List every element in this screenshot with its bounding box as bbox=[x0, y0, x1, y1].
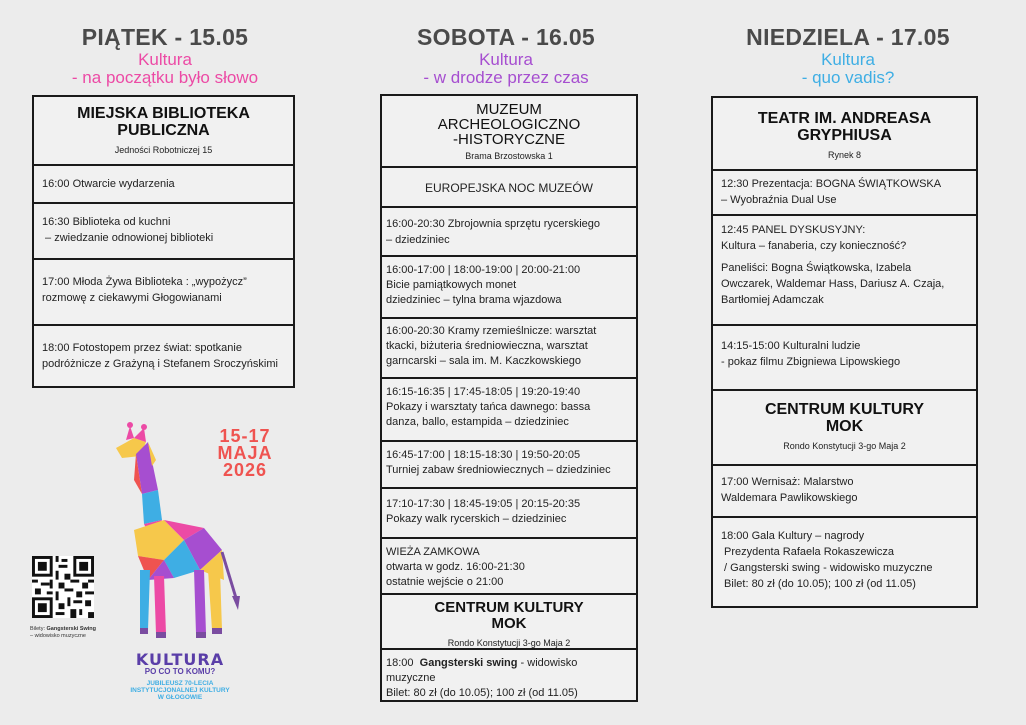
venue-address: Rynek 8 bbox=[827, 150, 862, 160]
event-item: 18:00 Gangsterski swing - widowisko muzyczne Bilet: 80 zł (do 10.05); 100 zł (od 11.05) bbox=[386, 657, 578, 699]
sunday-venue-2 bbox=[713, 391, 976, 466]
event-item: 12:45 PANEL DYSKUSYJNY: Kultura – fanaberia, czy konieczność? Paneliści: Bogna Świątkowska, Izabela Owczarek, Waldemar Hass, Dariusz A. Czaja, Bartłomiej Adamczak bbox=[713, 216, 976, 326]
event-item: 17:00 Młoda Żywa Biblioteka : „wypożycz” rozmowę z ciekawymi Głogowianami bbox=[34, 260, 293, 326]
sunday-title: NIEDZIELA - 17.05 bbox=[746, 24, 950, 50]
qr-code[interactable] bbox=[32, 556, 94, 618]
sunday-header bbox=[712, 24, 984, 87]
event-item: 16:15-16:35 | 17:45-18:05 | 19:20-19:40 Pokazy i warsztaty tańca dawnego: bassa danza, ballo, estampida – dziedziniec bbox=[382, 379, 636, 442]
event-item: 18:00 Gala Kultury – nagrody Prezydenta Rafaela Rokaszewicza / Gangsterski swing - widowisko muzyczne Bilet: 80 zł (do 10.05); 100 zł (od 11.05) bbox=[721, 530, 933, 590]
festival-dates: 15-17 MAJA 2026 bbox=[217, 426, 273, 480]
venue-name: TEATR IM. ANDREASA GRYPHIUSA bbox=[757, 110, 932, 144]
jubilee-text: JUBILEUSZ 70-LECIA INSTYTUCJONALNEJ KULTURY W GŁOGOWIE bbox=[130, 680, 230, 701]
friday-subtitle: Kultura - na początku było słowo bbox=[71, 50, 259, 87]
saturday-program-box bbox=[380, 94, 638, 702]
venue-address: Jedności Robotniczej 15 bbox=[114, 145, 213, 155]
event-item: 12:30 Prezentacja: BOGNA ŚWIĄTKOWSKA – Wyobraźnia Dual Use bbox=[713, 171, 976, 216]
event-item: 16:00-20:30 Zbrojownia sprzętu rycerskiego – dziedziniec bbox=[382, 208, 636, 257]
event-item: 16:45-17:00 | 18:15-18:30 | 19:50-20:05 Turniej zabaw średniowiecznych – dziedziniec bbox=[382, 442, 636, 489]
sunday-program-box bbox=[711, 96, 978, 608]
giraffe-illustration bbox=[104, 420, 244, 660]
venue-address: Brama Brzostowska 1 bbox=[465, 151, 553, 161]
event-item: 16:00-20:30 Kramy rzemieślnicze: warsztat tkacki, biżuteria średniowieczna, warsztat garncarski – sala im. M. Kaczkowskiego bbox=[382, 319, 636, 379]
event-item: 17:00 Wernisaż: Malarstwo Waldemara Pawlikowskiego bbox=[713, 466, 976, 518]
event-item: 16:30 Biblioteka od kuchni – zwiedzanie odnowionej biblioteki bbox=[34, 204, 293, 260]
saturday-venue-2 bbox=[382, 595, 636, 650]
saturday-title: SOBOTA - 16.05 bbox=[416, 24, 596, 50]
saturday-venue bbox=[382, 96, 636, 168]
venue-address: Rondo Konstytucji 3-go Maja 2 bbox=[447, 638, 571, 648]
friday-venue bbox=[34, 97, 293, 166]
friday-title: PIĄTEK - 15.05 bbox=[81, 24, 249, 50]
venue-address: Rondo Konstytucji 3-go Maja 2 bbox=[783, 441, 906, 451]
sunday-subtitle: Kultura - quo vadis? bbox=[801, 50, 895, 87]
qr-caption: Bilety: Gangsterski Swing – widowisko muzyczne bbox=[30, 626, 97, 639]
friday-program-box bbox=[32, 95, 295, 388]
venue-name: MIEJSKA BIBLIOTEKA PUBLICZNA bbox=[77, 105, 250, 139]
brand-tagline: PO CO TO KOMU? bbox=[144, 667, 216, 676]
event-item: 17:10-17:30 | 18:45-19:05 | 20:15-20:35 Pokazy walk rycerskich – dziedziniec bbox=[382, 489, 636, 539]
venue-name: CENTRUM KULTURY MOK bbox=[764, 401, 925, 435]
event-item: 18:00 Fotostopem przez świat: spotkanie podróżnicze z Grażyną i Stefanem Sroczyńskimi bbox=[42, 342, 278, 370]
event-item: 16:00 Otwarcie wydarzenia bbox=[34, 166, 293, 204]
event-item: 16:00-17:00 | 18:00-19:00 | 20:00-21:00 Bicie pamiątkowych monet dziedziniec – tylna brama wjazdowa bbox=[382, 257, 636, 319]
event-item: 14:15-15:00 Kulturalni ludzie - pokaz filmu Zbigniewa Lipowskiego bbox=[713, 326, 976, 391]
friday-header bbox=[30, 24, 300, 87]
section-title: EUROPEJSKA NOC MUZEÓW bbox=[382, 168, 636, 208]
venue-name: CENTRUM KULTURY MOK bbox=[434, 599, 584, 632]
saturday-subtitle: Kultura - w drodze przez czas bbox=[423, 50, 589, 87]
event-item: WIEŻA ZAMKOWA otwarta w godz. 16:00-21:30 ostatnie wejście o 21:00 bbox=[382, 539, 636, 595]
festival-logo bbox=[98, 652, 262, 701]
sunday-venue bbox=[713, 98, 976, 171]
brand-name: KULTURA bbox=[135, 650, 225, 669]
venue-name: MUZEUM ARCHEOLOGICZNO -HISTORYCZNE bbox=[437, 101, 581, 148]
saturday-header bbox=[370, 24, 642, 87]
